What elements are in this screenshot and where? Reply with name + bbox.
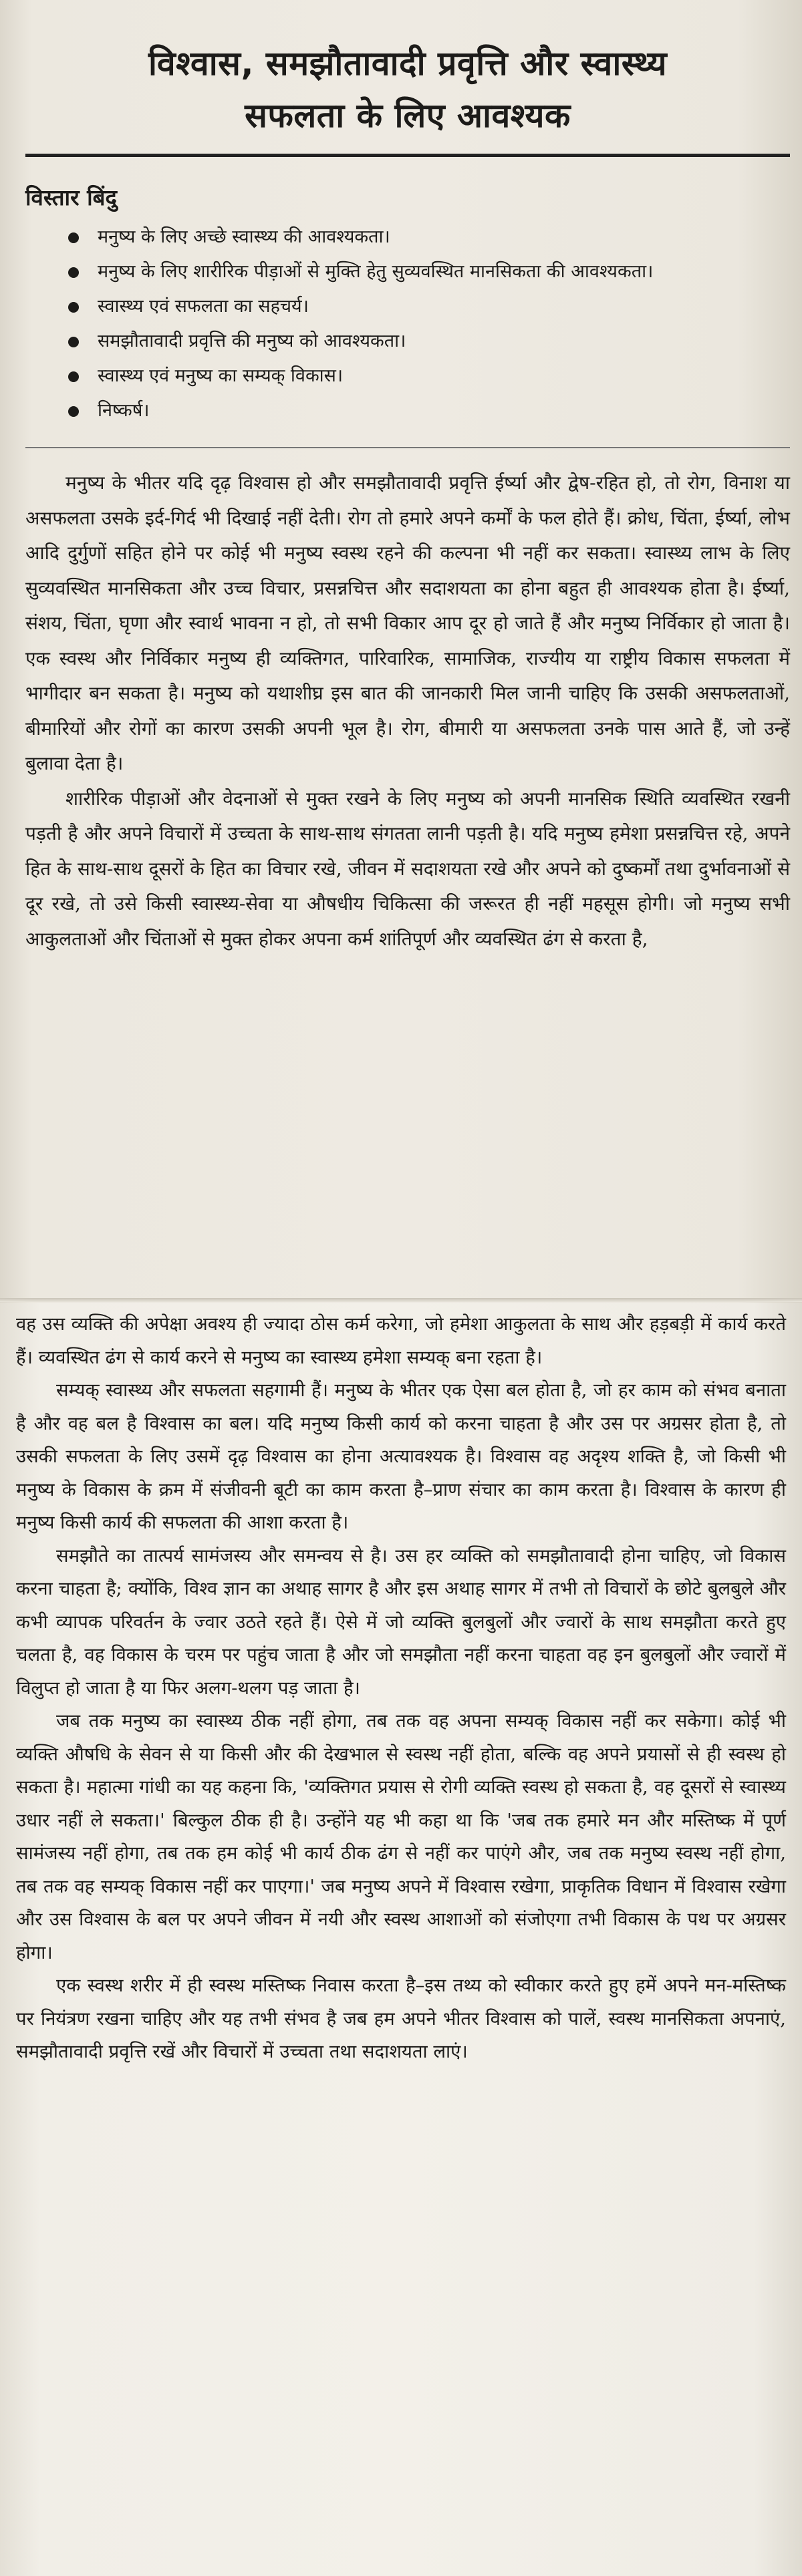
list-item-text: स्वास्थ्य एवं सफलता का सहचर्य।	[98, 296, 309, 317]
bullet-icon	[68, 267, 79, 278]
list-item	[68, 220, 790, 255]
list-item-text: मनुष्य के लिए शारीरिक पीड़ाओं से मुक्ति हेतु सुव्यवस्थित मानसिकता की आवश्यकता।	[98, 261, 654, 282]
paragraph-6: एक स्वस्थ शरीर में ही स्वस्थ मस्तिष्क निवास करता है–इस तथ्य को स्वीकार करते हुए हमें अपने मन-मस्तिष्क पर नियंत्रण रखना चाहिए और यह तभी संभव है जब हम अपने भीतर विश्वास को पालें, स्वस्थ मानसिकता अपनाएं, समझौतावादी प्रवृत्ति रखें और विचारों में उच्चता तथा सदाशयता लाएं।	[16, 1975, 786, 2062]
bullet-icon	[68, 337, 79, 347]
title-underline	[25, 154, 790, 157]
bullet-icon	[68, 371, 79, 382]
page-seam	[0, 1298, 802, 1302]
list-item	[68, 255, 790, 289]
page-title	[25, 37, 790, 142]
outline-list	[25, 220, 790, 428]
bullet-icon	[68, 232, 79, 243]
list-item	[68, 393, 790, 428]
title-line-1: विश्वास, समझौतावादी प्रवृत्ति और स्वास्थ्य	[148, 44, 668, 83]
paragraph-1: मनुष्य के भीतर यदि दृढ़ विश्वास हो और समझौतावादी प्रवृत्ति ईर्ष्या और द्वेष-रहित हो, तो रोग, विनाश या असफलता उसके इर्द-गिर्द भी दिखाई नहीं देती। रोग तो हमारे अपने कर्मों के फल होते हैं। क्रोध, चिंता, ईर्ष्या, लोभ आदि दुर्गुणों सहित होने पर कोई भी मनुष्य स्वस्थ रहने की कल्पना भी नहीं कर सकता। स्वास्थ्य लाभ के लिए सुव्यवस्थित मानसिकता और उच्च विचार, प्रसन्नचित्त और सदाशयता का होना बहुत ही आवश्यक होता है। ईर्ष्या, संशय, चिंता, घृणा और स्वार्थ भावना न हो, तो सभी विकार आप दूर हो जाते हैं और मनुष्य निर्विकार हो जाता है। एक स्वस्थ और निर्विकार मनुष्य ही व्यक्तिगत, पारिवारिक, सामाजिक, राज्यीय या राष्ट्रीय विकास सफलता में भागीदार बन सकता है। मनुष्य को यथाशीघ्र इस बात की जानकारी मिल जानी चाहिए कि उसकी असफलताओं, बीमारियों और रोगों का कारण उसकी अपनी भूल है। रोग, बीमारी या असफलता उनके पास आते हैं, जो उन्हें बुलावा देता है।	[25, 472, 790, 774]
paragraph-2-continued: वह उस व्यक्ति की अपेक्षा अवश्य ही ज्यादा ठोस कर्म करेगा, जो हमेशा आकुलता के साथ और हड़बड़ी में कार्य करते हैं। व्यवस्थित ढंग से कार्य करने से मनुष्य का स्वास्थ्य हमेशा सम्यक् बना रहता है।	[16, 1313, 786, 1368]
title-line-2: सफलता के लिए आवश्यक	[245, 96, 571, 135]
essay-body-upper	[25, 466, 790, 957]
outline-heading: विस्तार बिंदु	[25, 184, 117, 210]
section-divider	[25, 447, 790, 448]
bullet-icon	[68, 406, 79, 417]
list-item	[68, 359, 790, 393]
list-item-text: निष्कर्ष।	[98, 400, 150, 421]
paragraph-2-start: शारीरिक पीड़ाओं और वेदनाओं से मुक्त रखने के लिए मनुष्य को अपनी मानसिक स्थिति व्यवस्थित रखनी पड़ती है और अपने विचारों में उच्चता के साथ-साथ संगतता लानी पड़ती है। यदि मनुष्य हमेशा प्रसन्नचित्त रहे, अपने हित के साथ-साथ दूसरों के हित का विचार रखे, जीवन में सदाशयता रखे और अपने को दुष्कर्मों तथा दुर्भावनाओं से दूर रखे, तो उसे किसी स्वास्थ्य-सेवा या औषधीय चिकित्सा की जरूरत ही नहीं महसूस होगी। जो मनुष्य सभी आकुलताओं और चिंताओं से मुक्त होकर अपना कर्म शांतिपूर्ण और व्यवस्थित ढंग से करता है,	[25, 787, 790, 950]
outline-points	[25, 182, 790, 448]
paragraph-5: जब तक मनुष्य का स्वास्थ्य ठीक नहीं होगा, तब तक वह अपना सम्यक् विकास नहीं कर सकेगा। कोई भी व्यक्ति औषधि के सेवन से या किसी और की देखभाल से स्वस्थ नहीं होता, बल्कि वह अपने प्रयासों से ही स्वस्थ हो सकता है। महात्मा गांधी का यह कहना कि, 'व्यक्तिगत प्रयास से रोगी व्यक्ति स्वस्थ हो सकता है, वह दूसरों से स्वास्थ्य उधार नहीं ले सकता।' बिल्कुल ठीक ही है। उन्होंने यह भी कहा था कि 'जब तक हमारे मन और मस्तिष्क में पूर्ण सामंजस्य नहीं होगा, तब तक हम कोई भी कार्य ठीक ढंग से नहीं कर पाएंगे और, जब तक मनुष्य स्वस्थ नहीं होगा, तब तक वह सम्यक् विकास नहीं कर पाएगा।' जब मनुष्य अपने में विश्वास रखेगा, प्राकृतिक विधान में विश्वास रखेगा और उस विश्वास के बल पर अपने जीवन में नयी और स्वस्थ आशाओं को संजोएगा तभी विकास के पथ पर अग्रसर होगा।	[16, 1710, 786, 1963]
bullet-icon	[68, 302, 79, 313]
page-lower-part	[0, 1303, 802, 2576]
list-item	[68, 324, 790, 359]
paragraph-3: सम्यक् स्वास्थ्य और सफलता सहगामी हैं। मनुष्य के भीतर एक ऐसा बल होता है, जो हर काम को संभव बनाता है और वह बल है विश्वास का बल। यदि मनुष्य किसी कार्य को करना चाहता है और उस पर अग्रसर होता है, तो उसकी सफलता के लिए उसमें दृढ़ विश्वास का होना अत्यावश्यक है। विश्वास वह अदृश्य शक्ति है, जो किसी भी मनुष्य के विकास के क्रम में संजीवनी बूटी का काम करता है–प्राण संचार का काम करता है। विश्वास के कारण ही मनुष्य किसी कार्य की सफलता की आशा करता है।	[16, 1380, 786, 1533]
list-item-text: समझौतावादी प्रवृत्ति की मनुष्य को आवश्यकता।	[98, 331, 406, 351]
list-item-text: स्वास्थ्य एवं मनुष्य का सम्यक् विकास।	[98, 365, 344, 386]
list-item	[68, 289, 790, 324]
list-item-text: मनुष्य के लिए अच्छे स्वास्थ्य की आवश्यकता।	[98, 226, 390, 247]
paragraph-4: समझौते का तात्पर्य सामंजस्य और समन्वय से है। उस हर व्यक्ति को समझौतावादी होना चाहिए, जो विकास करना चाहता है; क्योंकि, विश्व ज्ञान का अथाह सागर है और इस अथाह सागर में तभी तो विचारों के छोटे बुलबुले और कभी व्यापक परिवर्तन के ज्वार उठते रहते हैं। ऐसे में जो व्यक्ति बुलबुलों और ज्वारों के साथ समझौता करते हुए चलता है, वह विकास के चरम पर पहुंच जाता है और जो समझौता नहीं करना चाहता वह इन बुलबुलों और ज्वारों में विलुप्त हो जाता है या फिर अलग-थलग पड़ जाता है।	[16, 1545, 786, 1699]
